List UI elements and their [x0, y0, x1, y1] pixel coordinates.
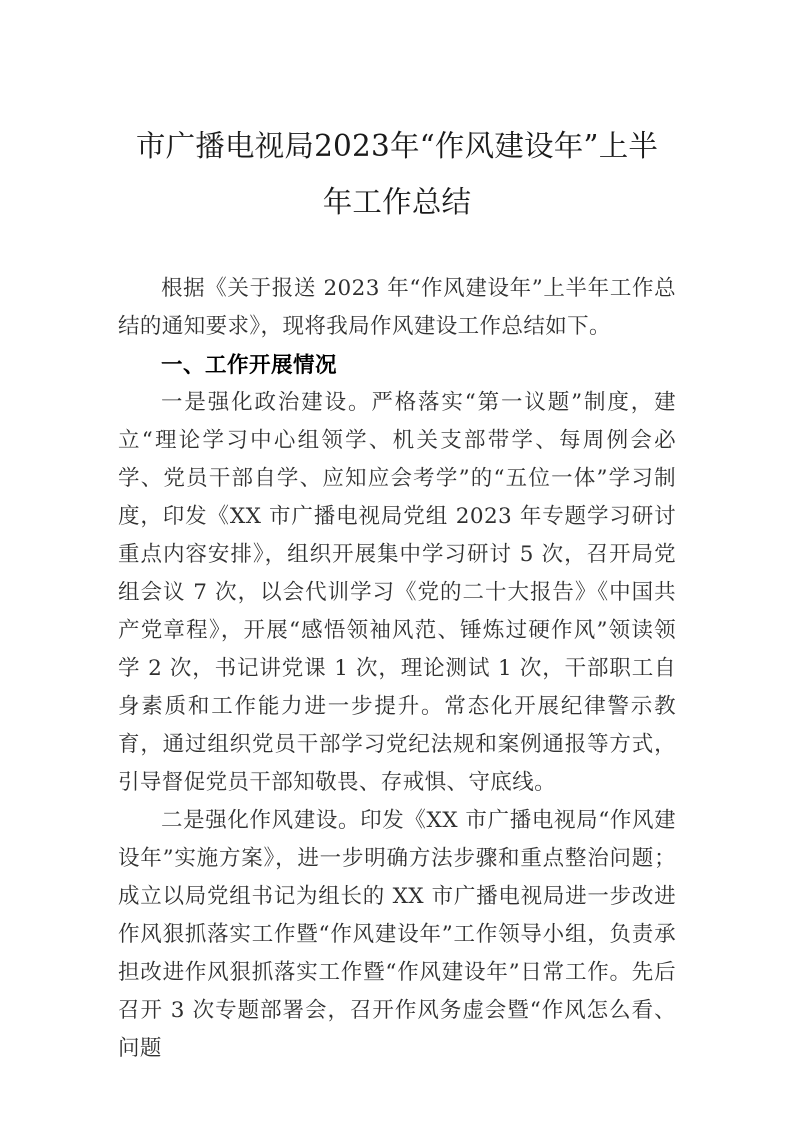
document-text-column: [118, 118, 676, 1068]
point-one-paragraph: 一是强化政治建设。严格落实“第一议题”制度，建立“理论学习中心组领学、机关支部带学、每周例会必学、党员干部自学、应知应会考学”的“五位一体”学习制度，印发《XX 市广播电视局党组 2023 年专题学习研讨重点内容安排》，组织开展集中学习研讨 5 次，召开局党组会议 7 次，以会代训学习《党的二十大报告》《中国共产党章程》，开展“感悟领袖风范、锤炼过硬作风”领读领学 2 次，书记讲党课 1 次，理论测试 1 次，干部职工自身素质和工作能力进一步提升。常态化开展纪律警示教育，通过组织党员干部学习党纪法规和案例通报等方式，引导督促党员干部知敬畏、存戒惧、守底线。: [118, 390, 677, 795]
intro-paragraph: 根据《关于报送 2023 年“作风建设年”上半年工作总结的通知要求》，现将我局作风建设工作总结如下。: [118, 276, 676, 339]
page-title-line-2: 年工作总结: [322, 185, 472, 219]
title-spacer: [118, 230, 676, 270]
section-heading-1: 一、工作开展情况: [161, 353, 338, 377]
page-title-line-1: 市广播电视局2023年“作风建设年”上半: [135, 129, 659, 163]
point-two-paragraph: 二是强化作风建设。印发《XX 市广播电视局“作风建设年”实施方案》，进一步明确方法步骤和重点整治问题；成立以局党组书记为组长的 XX 市广播电视局进一步改进作风狠抓落实工作暨“作风建设年”工作领导小组，负责承担改进作风狠抓落实工作暨“作风建设年”日常工作。先后召开 3 次专题部署会，召开作风务虚会暨“作风怎么看、问题: [118, 808, 676, 1061]
page-title: [118, 118, 676, 230]
